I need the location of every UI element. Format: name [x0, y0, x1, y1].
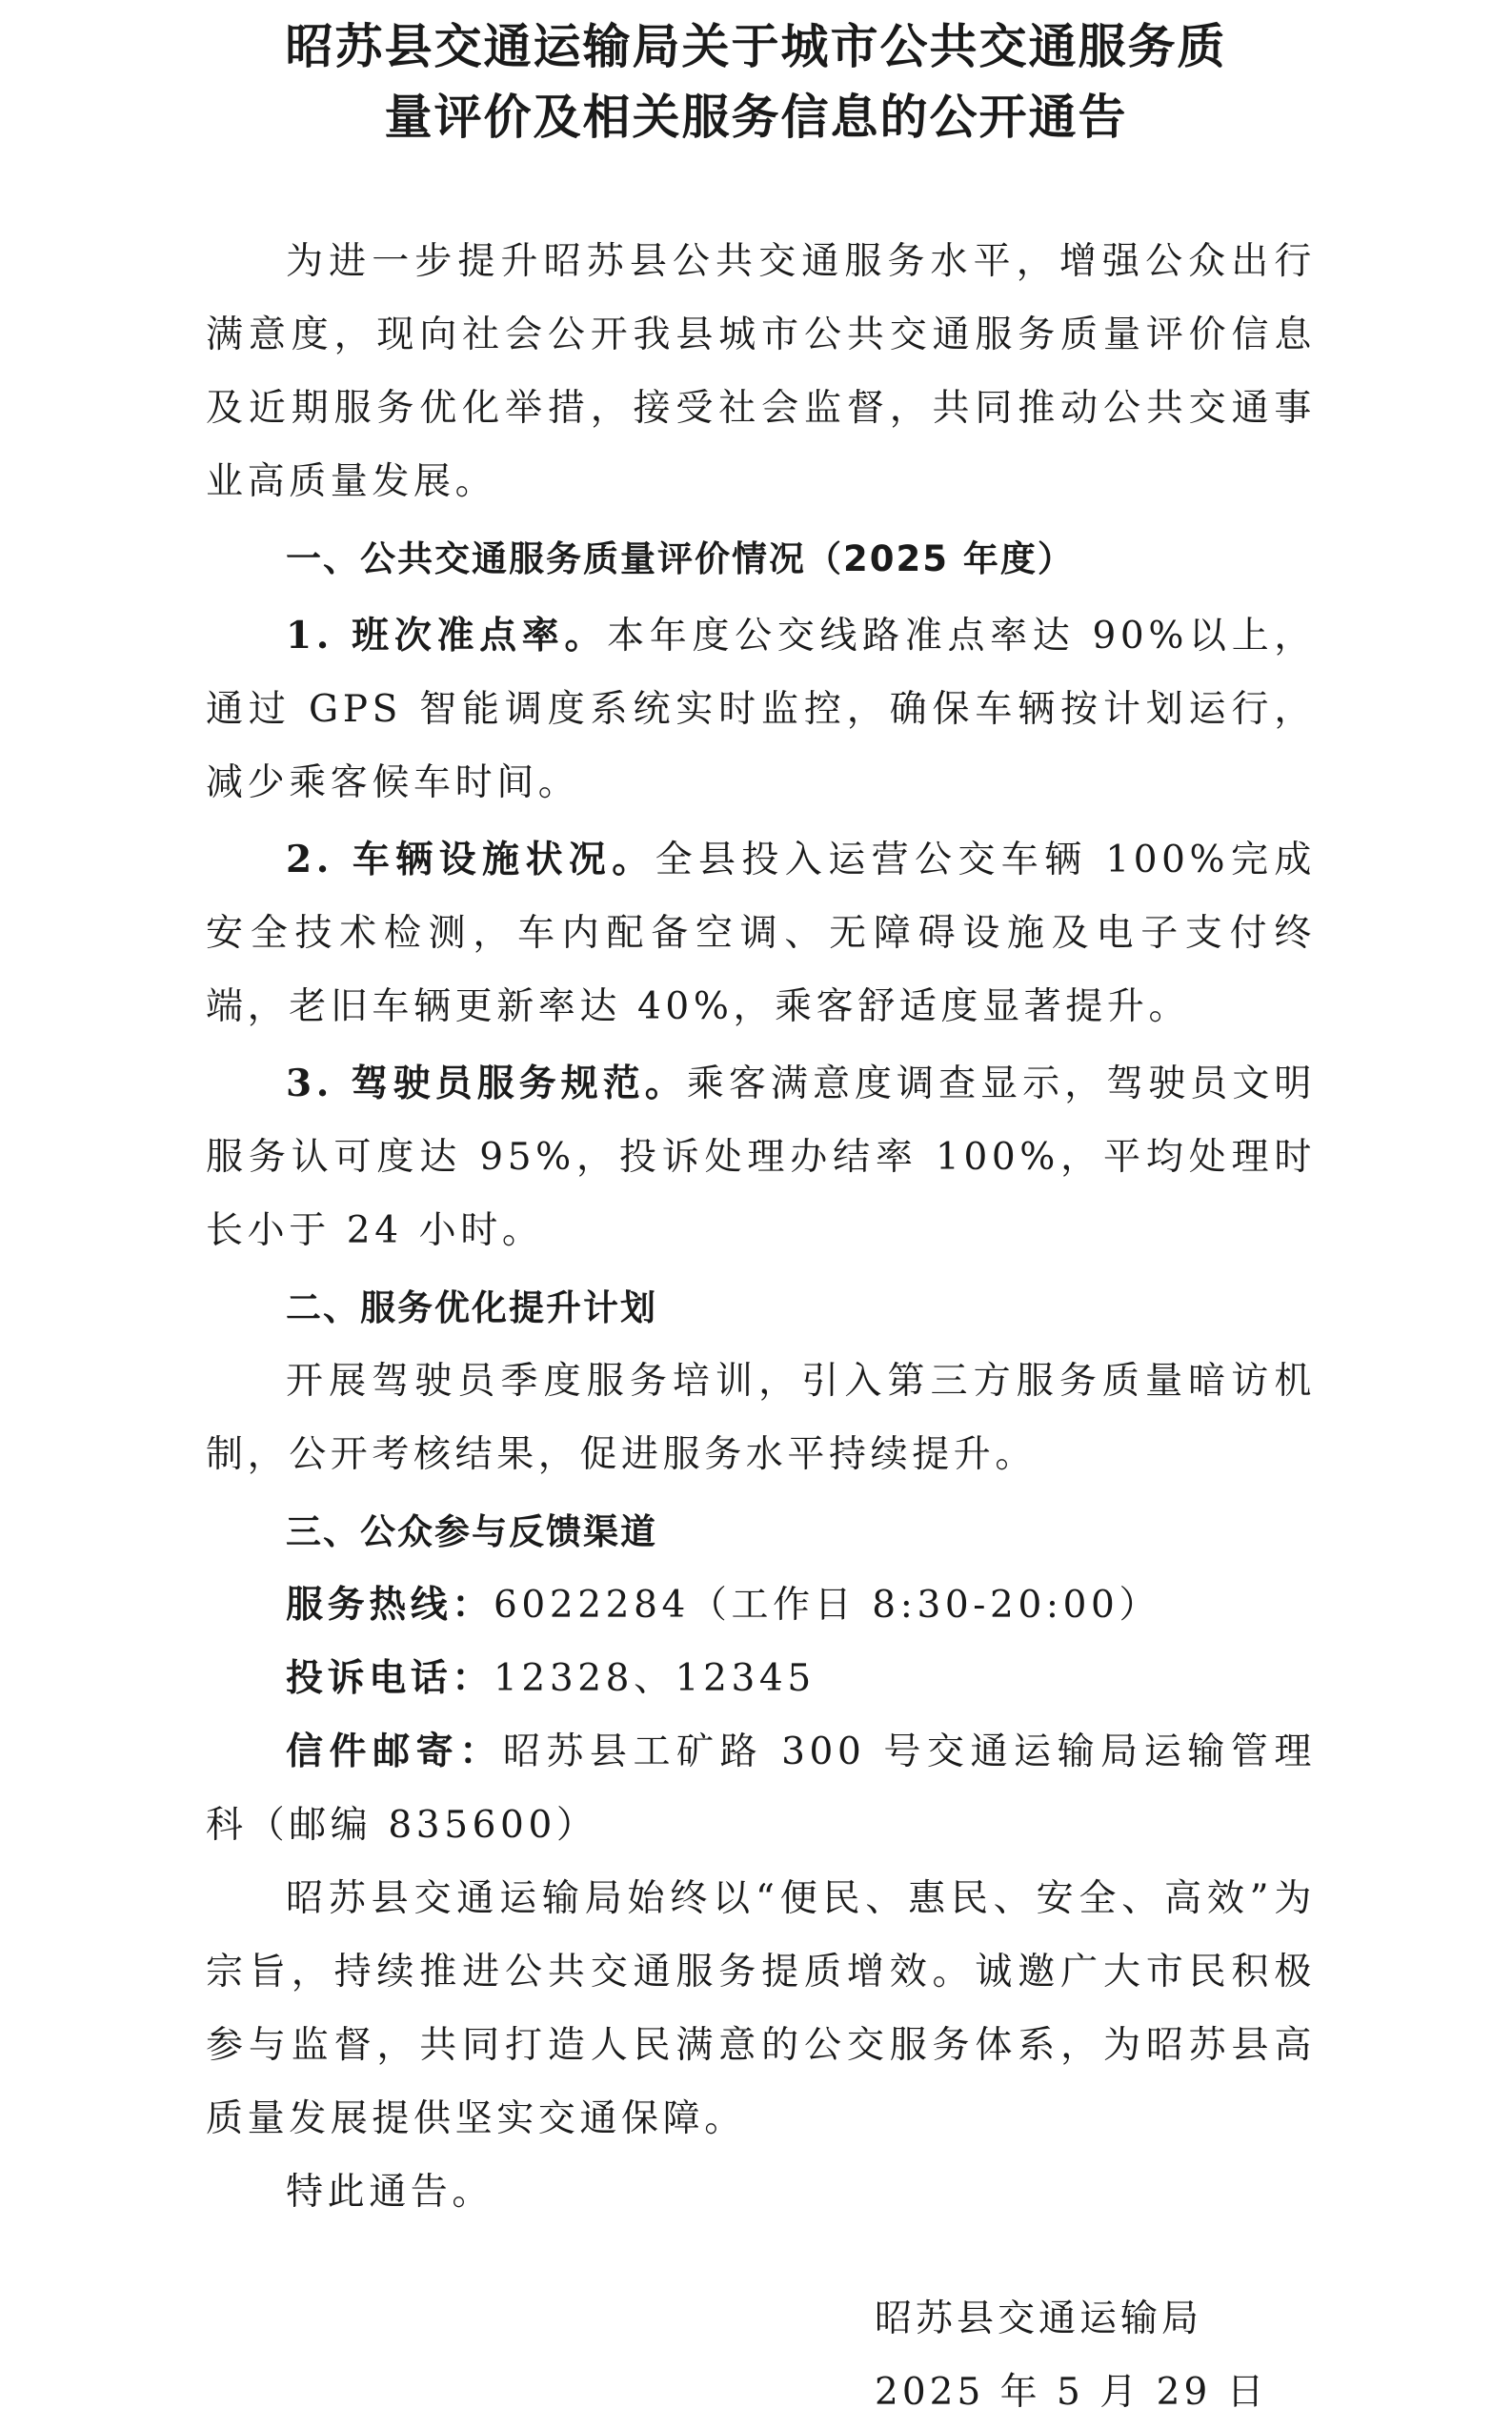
hotline-line	[206, 1569, 1316, 1642]
complaint-value: 12328、12345	[494, 1657, 816, 1700]
section-1-heading: 一、公共交通服务质量评价情况（2025 年度）	[286, 538, 1075, 579]
section-1-item-3	[206, 1047, 1316, 1267]
notice-body	[206, 225, 1316, 2229]
hotline-value: 6022284（工作日 8:30-20:00）	[494, 1584, 1161, 1627]
section-2-paragraph: 开展驾驶员季度服务培训，引入第三方服务质量暗访机制，公开考核结果，促进服务水平持续提升。	[206, 1360, 1316, 1476]
item-1-text: 本年度公交线路准点率达 90%以上，通过 GPS 智能调度系统实时监控，确保车辆按计划运行，减少乘客候车时间。	[206, 615, 1316, 804]
item-3-text: 乘客满意度调查显示，驾驶员文明服务认可度达 95%，投诉处理办结率 100%，平均处理时长小于 24 小时。	[206, 1063, 1316, 1252]
mail-line	[206, 1715, 1316, 1862]
signature-date: 2025 年 5 月 29 日	[875, 2371, 1268, 2414]
complaint-label: 投诉电话：	[286, 1656, 494, 1700]
mail-value: 昭苏县工矿路 300 号交通运输局运输管理科（邮编 835600）	[206, 1731, 1316, 1847]
intro-paragraph: 为进一步提升昭苏县公共交通服务水平，增强公众出行满意度，现向社会公开我县城市公共交通服务质量评价信息及近期服务优化举措，接受社会监督，共同推动公共交通事业高质量发展。	[206, 240, 1316, 503]
hotline-label: 服务热线：	[286, 1583, 494, 1627]
item-3-lead: 3. 驾驶员服务规范。	[286, 1062, 687, 1105]
ending-line: 特此通告。	[286, 2171, 494, 2214]
signature-org: 昭苏县交通运输局	[875, 2297, 1203, 2340]
section-3-heading: 三、公众参与反馈渠道	[286, 1511, 657, 1552]
section-1-item-1	[206, 599, 1316, 820]
item-2-lead: 2. 车辆设施状况。	[286, 838, 655, 881]
mail-label: 信件邮寄：	[286, 1730, 503, 1773]
section-2-heading: 二、服务优化提升计划	[286, 1287, 657, 1328]
title-line-2: 量评价及相关服务信息的公开通告	[384, 89, 1128, 145]
item-1-lead: 1. 班次准点率。	[286, 614, 608, 658]
section-1-item-2	[206, 823, 1316, 1043]
page-title	[143, 11, 1369, 152]
title-line-1: 昭苏县交通运输局关于城市公共交通服务质	[285, 18, 1227, 74]
item-2-text: 全县投入运营公交车辆 100%完成安全技术检测，车内配备空调、无障碍设施及电子支付终端，老旧车辆更新率达 40%，乘客舒适度显著提升。	[206, 839, 1317, 1028]
closing-paragraph: 昭苏县交通运输局始终以“便民、惠民、安全、高效”为宗旨，持续推进公共交通服务提质增效。诚邀广大市民积极参与监督，共同打造人民满意的公交服务体系，为昭苏县高质量发展提供坚实交通保障。	[206, 1877, 1316, 2140]
signature-block	[875, 2282, 1268, 2429]
complaint-line	[206, 1642, 1316, 1715]
